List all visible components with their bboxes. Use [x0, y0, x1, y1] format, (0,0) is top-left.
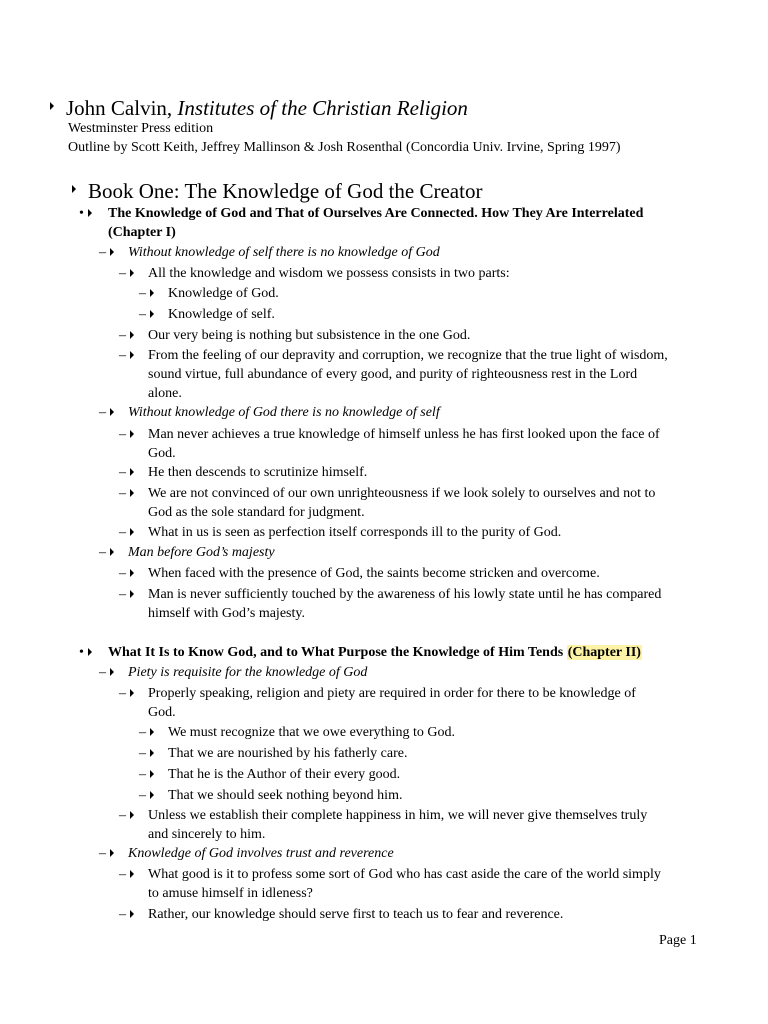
- outline-point: When faced with the presence of God, the saints become stricken and overcome.: [148, 566, 600, 581]
- triangle-bullet-icon: [150, 728, 154, 736]
- title-work: Institutes of the Christian Religion: [177, 96, 468, 120]
- section-title: Man before God’s majesty: [128, 545, 275, 560]
- triangle-bullet-icon: [110, 408, 114, 416]
- level3-marker: –: [119, 328, 134, 344]
- edition-line: Westminster Press edition: [68, 121, 214, 136]
- triangle-bullet-icon: [88, 648, 92, 656]
- triangle-bullet-icon: [110, 849, 114, 857]
- triangle-bullet-icon: [130, 811, 134, 819]
- triangle-bullet-icon: [130, 468, 134, 476]
- page-number: Page 1: [659, 933, 697, 948]
- outline-point-cont: to amuse himself in idleness?: [148, 886, 313, 901]
- triangle-bullet-icon: [110, 548, 114, 556]
- outline-credit: Outline by Scott Keith, Jeffrey Mallinson & Josh Rosenthal (Concordia Univ. Irvine, Spring 1997): [68, 140, 621, 155]
- triangle-bullet-icon: [130, 430, 134, 438]
- level4-marker: –: [139, 788, 154, 804]
- triangle-bullet-icon: [88, 209, 92, 217]
- level2-marker: –: [99, 846, 114, 862]
- level3-marker: –: [119, 566, 134, 582]
- outline-point: Man is never sufficiently touched by the awareness of his lowly state until he has compared: [148, 587, 662, 602]
- triangle-bullet-icon: [150, 289, 154, 297]
- outline-point: He then descends to scrutinize himself.: [148, 465, 368, 480]
- triangle-bullet-icon: [72, 185, 76, 193]
- triangle-bullet-icon: [130, 689, 134, 697]
- outline-point: From the feeling of our depravity and corruption, we recognize that the true light of wisdom,: [148, 348, 668, 363]
- outline-point: Properly speaking, religion and piety are required in order for there to be knowledge of: [148, 686, 636, 701]
- chapter-1-heading-cont: (Chapter I): [108, 225, 176, 240]
- outline-point-cont: God as the sole standard for judgment.: [148, 505, 365, 520]
- section-title: Piety is requisite for the knowledge of God: [128, 665, 368, 680]
- level3-marker: –: [119, 465, 134, 481]
- triangle-bullet-icon: [130, 590, 134, 598]
- level3-marker: –: [119, 907, 134, 923]
- triangle-bullet-icon: [110, 248, 114, 256]
- level3-marker: –: [119, 587, 134, 603]
- triangle-bullet-icon: [130, 870, 134, 878]
- level4-marker: –: [139, 746, 154, 762]
- chapter-1-heading: The Knowledge of God and That of Ourselves Are Connected. How They Are Interrelated: [108, 206, 644, 221]
- triangle-bullet-icon: [150, 770, 154, 778]
- outline-point-cont: himself with God’s majesty.: [148, 606, 305, 621]
- outline-subpoint: We must recognize that we owe everything to God.: [168, 725, 455, 740]
- triangle-bullet-icon: [110, 668, 114, 676]
- section-title: Knowledge of God involves trust and reverence: [128, 846, 394, 861]
- triangle-bullet-icon: [150, 310, 154, 318]
- level2-marker: –: [99, 665, 114, 681]
- outline-subpoint: That we are nourished by his fatherly care.: [168, 746, 408, 761]
- outline-point: Man never achieves a true knowledge of himself unless he has first looked upon the face of: [148, 427, 660, 442]
- triangle-bullet-icon: [130, 489, 134, 497]
- outline-point: What in us is seen as perfection itself corresponds ill to the purity of God.: [148, 525, 562, 540]
- level1-marker: •: [79, 206, 92, 222]
- level3-marker: –: [119, 808, 134, 824]
- level2-marker: –: [99, 545, 114, 561]
- triangle-bullet-icon: [150, 791, 154, 799]
- outline-subpoint: That he is the Author of their every good.: [168, 767, 401, 782]
- chapter-2-label-highlight: (Chapter II): [567, 645, 641, 660]
- level4-marker: –: [139, 286, 154, 302]
- level3-marker: –: [119, 686, 134, 702]
- level4-marker: –: [139, 767, 154, 783]
- level3-marker: –: [119, 348, 134, 364]
- level2-marker: –: [99, 405, 114, 421]
- section-title: Without knowledge of God there is no knowledge of self: [128, 405, 440, 420]
- outline-subpoint: That we should seek nothing beyond him.: [168, 788, 403, 803]
- outline-point: Our very being is nothing but subsistence in the one God.: [148, 328, 471, 343]
- level1-marker: •: [79, 645, 92, 661]
- title-author: John Calvin,: [66, 96, 173, 120]
- level4-marker: –: [139, 725, 154, 741]
- triangle-bullet-icon: [150, 749, 154, 757]
- outline-point: What good is it to profess some sort of God who has cast aside the care of the world simply: [148, 867, 661, 882]
- triangle-bullet-icon: [130, 269, 134, 277]
- triangle-bullet-icon: [50, 102, 54, 110]
- outline-point: We are not convinced of our own unrighteousness if we look solely to ourselves and not to: [148, 486, 656, 501]
- chapter-2-heading: What It Is to Know God, and to What Purpose the Knowledge of Him Tends (Chapter II): [108, 645, 641, 660]
- outline-subpoint: Knowledge of self.: [168, 307, 275, 322]
- level3-marker: –: [119, 266, 134, 282]
- outline-point-cont: and sincerely to him.: [148, 827, 266, 842]
- triangle-bullet-icon: [130, 528, 134, 536]
- triangle-bullet-icon: [130, 331, 134, 339]
- triangle-bullet-icon: [130, 569, 134, 577]
- outline-point-cont: alone.: [148, 386, 182, 401]
- outline-point: Rather, our knowledge should serve first to teach us to fear and reverence.: [148, 907, 564, 922]
- level2-marker: –: [99, 245, 114, 261]
- outline-point-cont: sound virtue, full abundance of every good, and purity of righteousness rest in the Lord: [148, 367, 638, 382]
- level3-marker: –: [119, 525, 134, 541]
- section-title: Without knowledge of self there is no knowledge of God: [128, 245, 440, 260]
- level4-marker: –: [139, 307, 154, 323]
- outline-point: All the knowledge and wisdom we possess consists in two parts:: [148, 266, 510, 281]
- triangle-bullet-icon: [130, 910, 134, 918]
- outline-point-cont: God.: [148, 705, 176, 720]
- triangle-bullet-icon: [130, 351, 134, 359]
- level3-marker: –: [119, 486, 134, 502]
- outline-point-cont: God.: [148, 446, 176, 461]
- level3-marker: –: [119, 427, 134, 443]
- level3-marker: –: [119, 867, 134, 883]
- outline-subpoint: Knowledge of God.: [168, 286, 279, 301]
- outline-point: Unless we establish their complete happiness in him, we will never give themselves truly: [148, 808, 648, 823]
